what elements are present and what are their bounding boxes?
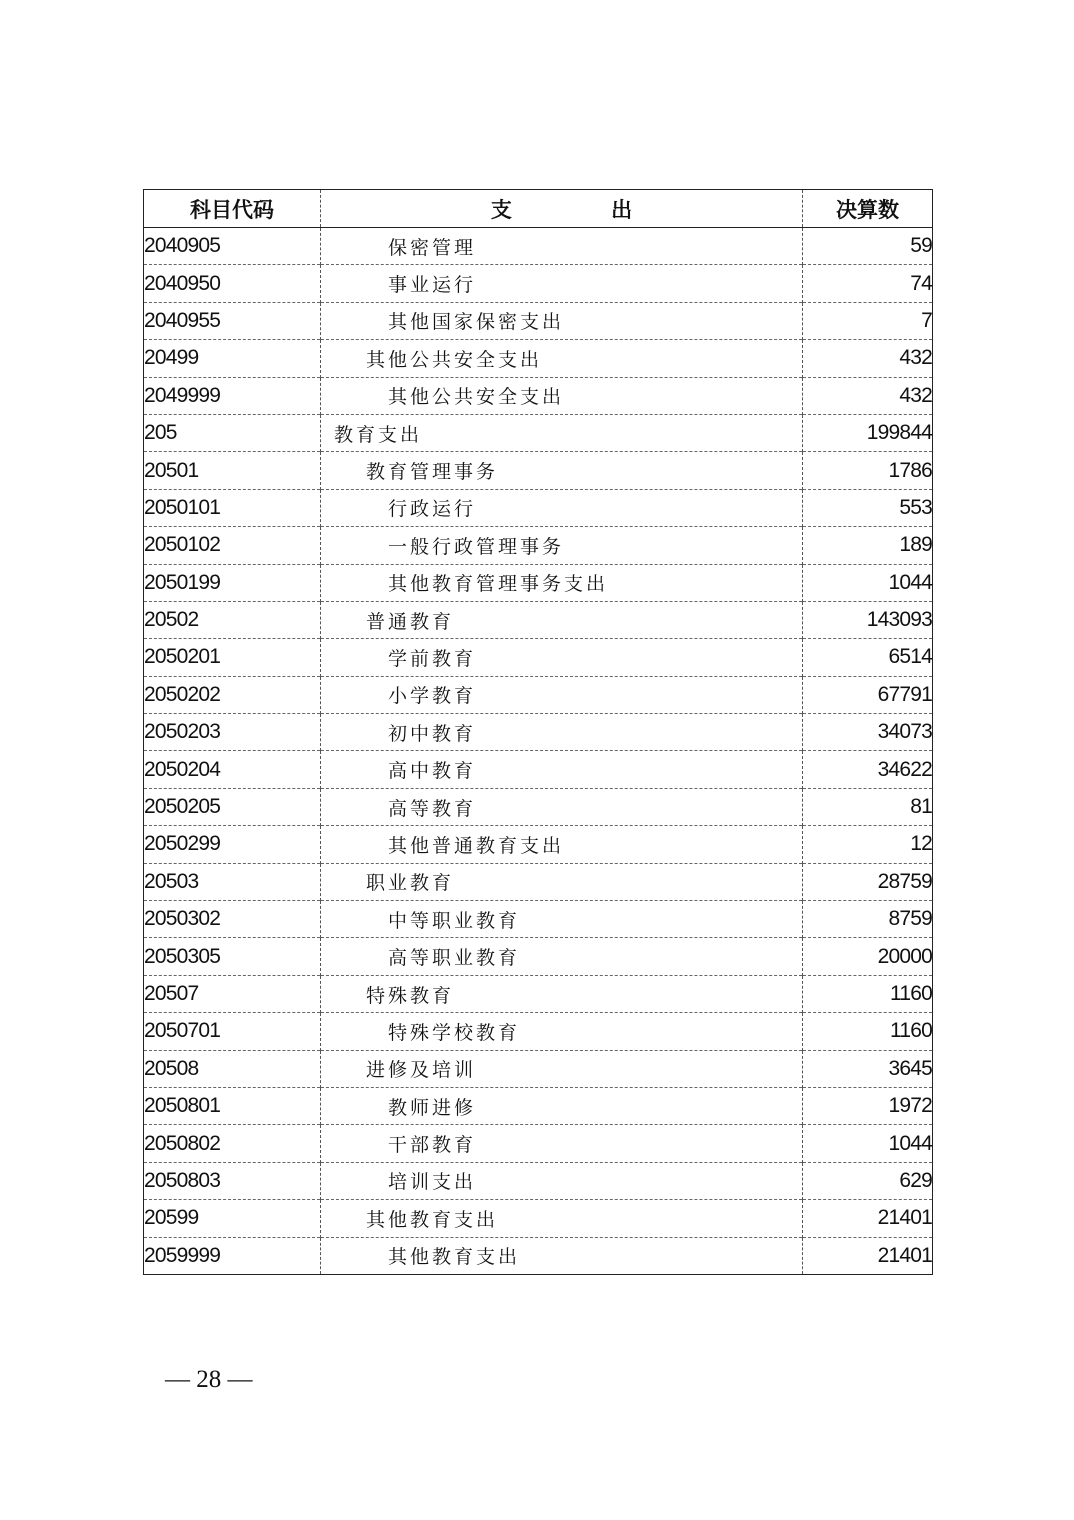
table-row xyxy=(144,975,933,1012)
table-row xyxy=(144,228,933,265)
row-amount: 1786 xyxy=(803,452,933,489)
row-name: 高中教育 xyxy=(321,751,803,788)
row-name: 中等职业教育 xyxy=(321,901,803,938)
row-amount: 3645 xyxy=(803,1050,933,1087)
row-name: 其他教育支出 xyxy=(321,1237,803,1274)
row-code: 2050801 xyxy=(144,1087,321,1124)
header-code: 科目代码 xyxy=(144,190,321,228)
row-code: 2050201 xyxy=(144,639,321,676)
row-amount: 553 xyxy=(803,489,933,526)
table-row xyxy=(144,676,933,713)
table-row xyxy=(144,1013,933,1050)
row-code: 2050199 xyxy=(144,564,321,601)
row-code: 2040905 xyxy=(144,234,221,258)
row-code: 20499 xyxy=(144,340,321,377)
page-number: — 28 — xyxy=(165,1366,253,1393)
table-row xyxy=(144,302,933,339)
row-name: 初中教育 xyxy=(321,714,803,751)
row-code: 2050305 xyxy=(144,938,321,975)
row-name: 行政运行 xyxy=(321,489,803,526)
row-name: 学前教育 xyxy=(321,639,803,676)
row-amount: 81 xyxy=(803,788,933,825)
row-amount: 74 xyxy=(803,265,933,302)
row-name: 干部教育 xyxy=(321,1125,803,1162)
table-row xyxy=(144,527,933,564)
row-name: 教育管理事务 xyxy=(321,452,803,489)
table-row xyxy=(144,1087,933,1124)
row-amount: 1160 xyxy=(803,1013,933,1050)
row-amount: 1972 xyxy=(803,1087,933,1124)
row-code: 2050302 xyxy=(144,901,321,938)
row-name: 教师进修 xyxy=(321,1087,803,1124)
row-name: 职业教育 xyxy=(321,863,803,900)
table-row xyxy=(144,601,933,638)
row-name: 小学教育 xyxy=(321,676,803,713)
table-row xyxy=(144,452,933,489)
table-row xyxy=(144,1125,933,1162)
row-name: 高等教育 xyxy=(321,788,803,825)
table-row xyxy=(144,714,933,751)
row-name: 培训支出 xyxy=(321,1162,803,1199)
row-code: 20599 xyxy=(144,1200,321,1237)
row-name: 普通教育 xyxy=(321,601,803,638)
row-amount: 432 xyxy=(803,377,933,414)
expenditure-table xyxy=(143,189,933,1275)
row-amount: 8759 xyxy=(803,901,933,938)
row-amount: 1044 xyxy=(803,564,933,601)
row-code: 2040950 xyxy=(144,265,321,302)
row-name: 其他国家保密支出 xyxy=(321,302,803,339)
row-code: 205 xyxy=(144,414,321,451)
table-row xyxy=(144,489,933,526)
row-code: 2050205 xyxy=(144,788,321,825)
row-name: 进修及培训 xyxy=(321,1050,803,1087)
row-amount: 12 xyxy=(803,826,933,863)
row-code: 20503 xyxy=(144,863,321,900)
row-code: 20508 xyxy=(144,1050,321,1087)
table-row xyxy=(144,788,933,825)
budget-table-container xyxy=(143,189,932,1275)
row-amount: 34073 xyxy=(803,714,933,751)
table-row xyxy=(144,414,933,451)
row-code: 2050102 xyxy=(144,527,321,564)
row-name: 其他公共安全支出 xyxy=(321,377,803,414)
row-amount: 59 xyxy=(803,228,933,265)
header-expenditure xyxy=(321,190,803,228)
header-amount: 决算数 xyxy=(803,190,933,228)
row-code: 2050701 xyxy=(144,1013,321,1050)
row-name: 事业运行 xyxy=(321,265,803,302)
row-amount: 1044 xyxy=(803,1125,933,1162)
row-amount: 34622 xyxy=(803,751,933,788)
table-row xyxy=(144,826,933,863)
table-row xyxy=(144,938,933,975)
row-name: 其他普通教育支出 xyxy=(321,826,803,863)
row-amount: 629 xyxy=(803,1162,933,1199)
table-row xyxy=(144,340,933,377)
table-row xyxy=(144,1050,933,1087)
row-code: 2050803 xyxy=(144,1162,321,1199)
row-amount: 143093 xyxy=(803,601,933,638)
row-amount: 21401 xyxy=(803,1237,933,1274)
row-name: 其他公共安全支出 xyxy=(321,340,803,377)
table-row xyxy=(144,1162,933,1199)
row-name: 其他教育支出 xyxy=(321,1200,803,1237)
row-amount: 28759 xyxy=(803,863,933,900)
row-code: 2049999 xyxy=(144,377,321,414)
row-name: 特殊教育 xyxy=(321,975,803,1012)
table-row xyxy=(144,564,933,601)
row-amount: 6514 xyxy=(803,639,933,676)
table-row xyxy=(144,901,933,938)
row-code: 2050202 xyxy=(144,676,321,713)
table-row xyxy=(144,751,933,788)
row-code: 20501 xyxy=(144,452,321,489)
row-code: 20507 xyxy=(144,975,321,1012)
row-code: 2050101 xyxy=(144,489,321,526)
row-name: 特殊学校教育 xyxy=(321,1013,803,1050)
row-amount: 67791 xyxy=(803,676,933,713)
row-name: 其他教育管理事务支出 xyxy=(321,564,803,601)
table-row xyxy=(144,265,933,302)
row-code: 2040955 xyxy=(144,302,321,339)
row-name: 一般行政管理事务 xyxy=(321,527,803,564)
row-code: 2050299 xyxy=(144,826,321,863)
header-expenditure-label: 支 出 xyxy=(490,197,679,222)
table-row xyxy=(144,863,933,900)
row-name: 高等职业教育 xyxy=(321,938,803,975)
row-code: 2050802 xyxy=(144,1125,321,1162)
table-row xyxy=(144,1237,933,1274)
row-amount: 189 xyxy=(803,527,933,564)
row-amount: 7 xyxy=(803,302,933,339)
table-row xyxy=(144,639,933,676)
row-amount: 21401 xyxy=(803,1200,933,1237)
row-amount: 20000 xyxy=(803,938,933,975)
row-code: 20502 xyxy=(144,601,321,638)
table-header-row xyxy=(144,190,933,228)
row-amount: 1160 xyxy=(803,975,933,1012)
row-name: 教育支出 xyxy=(321,414,803,451)
row-amount: 199844 xyxy=(803,414,933,451)
row-amount: 432 xyxy=(803,340,933,377)
table-row xyxy=(144,377,933,414)
row-code: 2050203 xyxy=(144,714,321,751)
row-name: 保密管理 xyxy=(321,228,803,265)
table-row xyxy=(144,1200,933,1237)
row-code: 2050204 xyxy=(144,751,321,788)
row-code: 2059999 xyxy=(144,1237,321,1274)
